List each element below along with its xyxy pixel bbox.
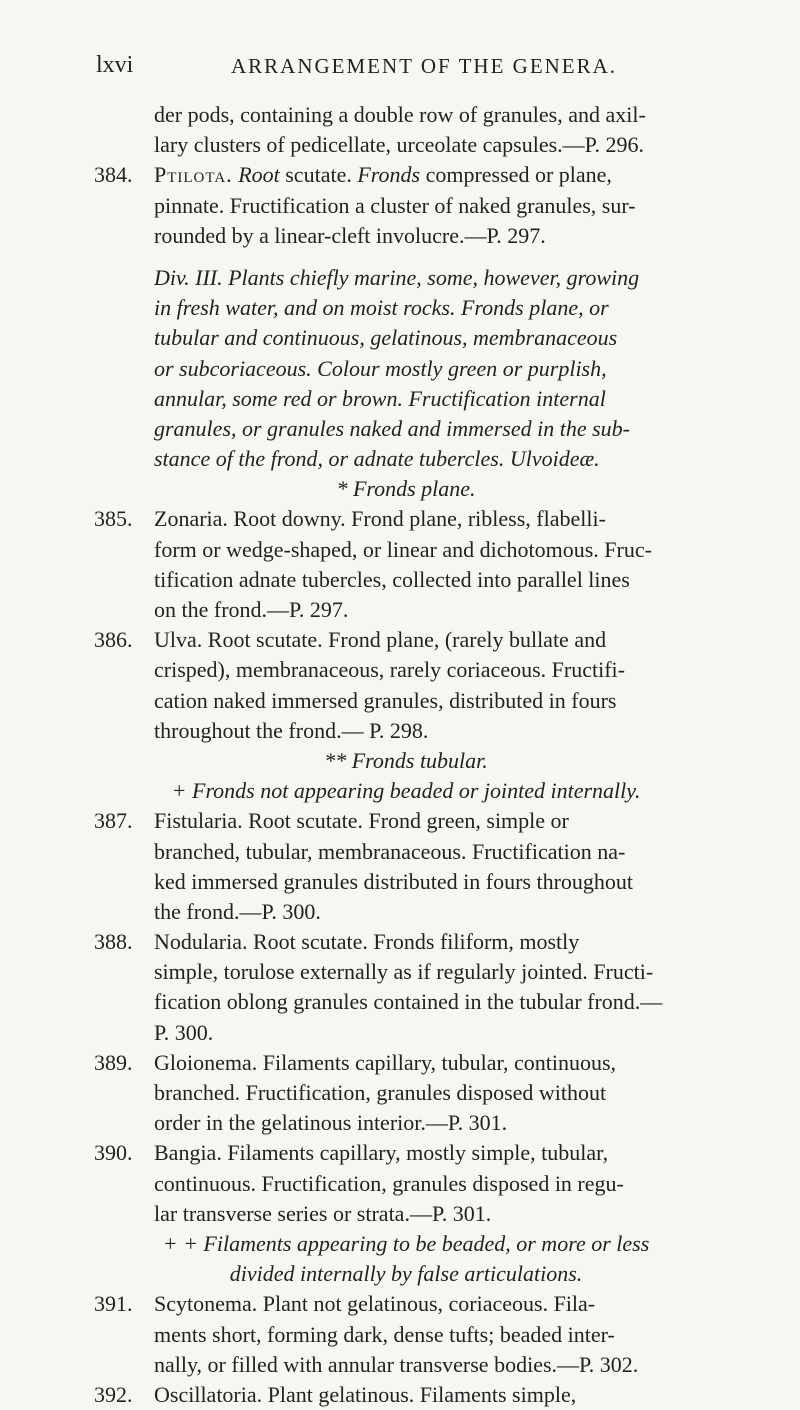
subheading-beaded: divided internally by false articulations. — [229, 1261, 583, 1287]
entry-line: form or wedge-shaped, or linear and dichotomous. Fruc- — [154, 536, 652, 562]
entry-line: Scytonema. Plant not gelatinous, coriaceous. Fila- — [154, 1291, 596, 1317]
subheading-fronds-tubular: ** Fronds tubular. — [324, 747, 488, 773]
running-title: ARRANGEMENT OF THE GENERA. — [231, 54, 618, 78]
division-line: or subcoriaceous. Colour mostly green or purplish, — [154, 355, 607, 381]
subheading-beaded: + + Filaments appearing to be beaded, or more or less — [162, 1230, 650, 1256]
entry-line: Gloionema. Filaments capillary, tubular, continuous, — [154, 1049, 617, 1075]
entry-line: throughout the frond.— P. 298. — [154, 717, 429, 743]
entry-line: rounded by a linear-cleft involucre.—P. 297. — [154, 222, 546, 248]
division-line: in fresh water, and on moist rocks. Fronds plane, or — [154, 295, 609, 321]
entry-386 — [96, 625, 716, 746]
division-line: stance of the frond, or adnate tubercles. Ulvoideæ. — [154, 446, 600, 472]
entry-385 — [96, 504, 716, 625]
intro-line: der pods, containing a double row of granules, and axil- — [154, 102, 646, 127]
entry-number: 387. — [94, 808, 133, 834]
entry-number: 385. — [94, 506, 133, 532]
entry-line: the frond.—P. 300. — [154, 898, 321, 924]
genus-name: Ptilota. — [154, 162, 233, 188]
entry-line: Ulva. Root scutate. Frond plane, (rarely bullate and — [154, 627, 607, 653]
entry-line: Nodularia. Root scutate. Fronds filiform, mostly — [154, 929, 580, 955]
entry-391 — [96, 1289, 716, 1380]
entry-line: crisped), membranaceous, rarely coriaceous. Fructifi- — [154, 657, 625, 683]
text: compressed or plane, — [420, 162, 612, 188]
division-line: annular, some red or brown. Fructification internal — [154, 385, 606, 411]
entry-line: Oscillatoria. Plant gelatinous. Filaments simple, — [154, 1381, 577, 1407]
entry-line: ked immersed granules distributed in fours throughout — [154, 868, 634, 894]
entry-line: branched. Fructification, granules disposed without — [154, 1080, 607, 1105]
entry-389 — [96, 1048, 716, 1139]
entry-line: branched, tubular, membranaceous. Fructification na- — [154, 838, 626, 864]
term: Fronds — [357, 162, 421, 188]
page-number: lxvi — [96, 52, 134, 78]
entry-387 — [96, 806, 716, 927]
entry-line: lar transverse series or strata.—P. 301. — [154, 1200, 492, 1226]
entry-line: P. 300. — [154, 1019, 214, 1045]
division-line: tubular and continuous, gelatinous, membranaceous — [154, 325, 618, 351]
entry-number: 390. — [94, 1140, 133, 1166]
subheading-fronds-plane: * Fronds plane. — [336, 476, 476, 502]
entry-388 — [96, 927, 716, 1048]
entry-line: cation naked immersed granules, distributed in fours — [154, 687, 617, 713]
entry-line: tification adnate tubercles, collected into parallel lines — [154, 566, 630, 592]
entry-line: fication oblong granules contained in the tubular frond.— — [154, 989, 663, 1015]
entry-line: simple, torulose externally as if regularly jointed. Fructi- — [154, 959, 654, 985]
entry-390 — [96, 1138, 716, 1229]
entry-number: 389. — [94, 1049, 133, 1075]
division-line: granules, or granules naked and immersed in the sub- — [154, 415, 631, 441]
term: Root — [238, 162, 280, 188]
entry-line: continuous. Fructification, granules disposed in regu- — [154, 1170, 624, 1196]
subheading-not-beaded: + Fronds not appearing beaded or jointed internally. — [171, 778, 641, 804]
division-line: Div. III. Plants chiefly marine, some, however, growing — [154, 264, 640, 290]
entry-number: 384. — [94, 162, 133, 188]
entry-line: Fistularia. Root scutate. Frond green, simple or — [154, 808, 569, 834]
entry-line: pinnate. Fructification a cluster of naked granules, sur- — [154, 192, 636, 218]
entry-line: ments short, forming dark, dense tufts; beaded inter- — [154, 1321, 615, 1347]
division-iii — [96, 263, 716, 474]
entry-number: 386. — [94, 627, 133, 653]
entry-line: Bangia. Filaments capillary, mostly simple, tubular, — [154, 1140, 609, 1166]
entry-line: Zonaria. Root downy. Frond plane, ribless, flabelli- — [154, 506, 606, 532]
entry-line: on the frond.—P. 297. — [154, 597, 349, 622]
page-header — [96, 52, 716, 92]
page-body — [96, 100, 716, 1410]
entry-line: nally, or filled with annular transverse bodies.—P. 302. — [154, 1351, 639, 1377]
entry-number: 388. — [94, 929, 133, 955]
entry-number: 391. — [94, 1291, 133, 1317]
entry-line: order in the gelatinous interior.—P. 301. — [154, 1110, 508, 1136]
entry-line — [154, 160, 716, 190]
entry-392 — [96, 1380, 716, 1410]
spacer — [96, 251, 716, 263]
entry-384 — [96, 160, 716, 251]
text: scutate. — [279, 162, 358, 188]
intro-line: lary clusters of pedicellate, urceolate capsules.—P. 296. — [154, 132, 644, 158]
entry-number: 392. — [94, 1381, 133, 1407]
